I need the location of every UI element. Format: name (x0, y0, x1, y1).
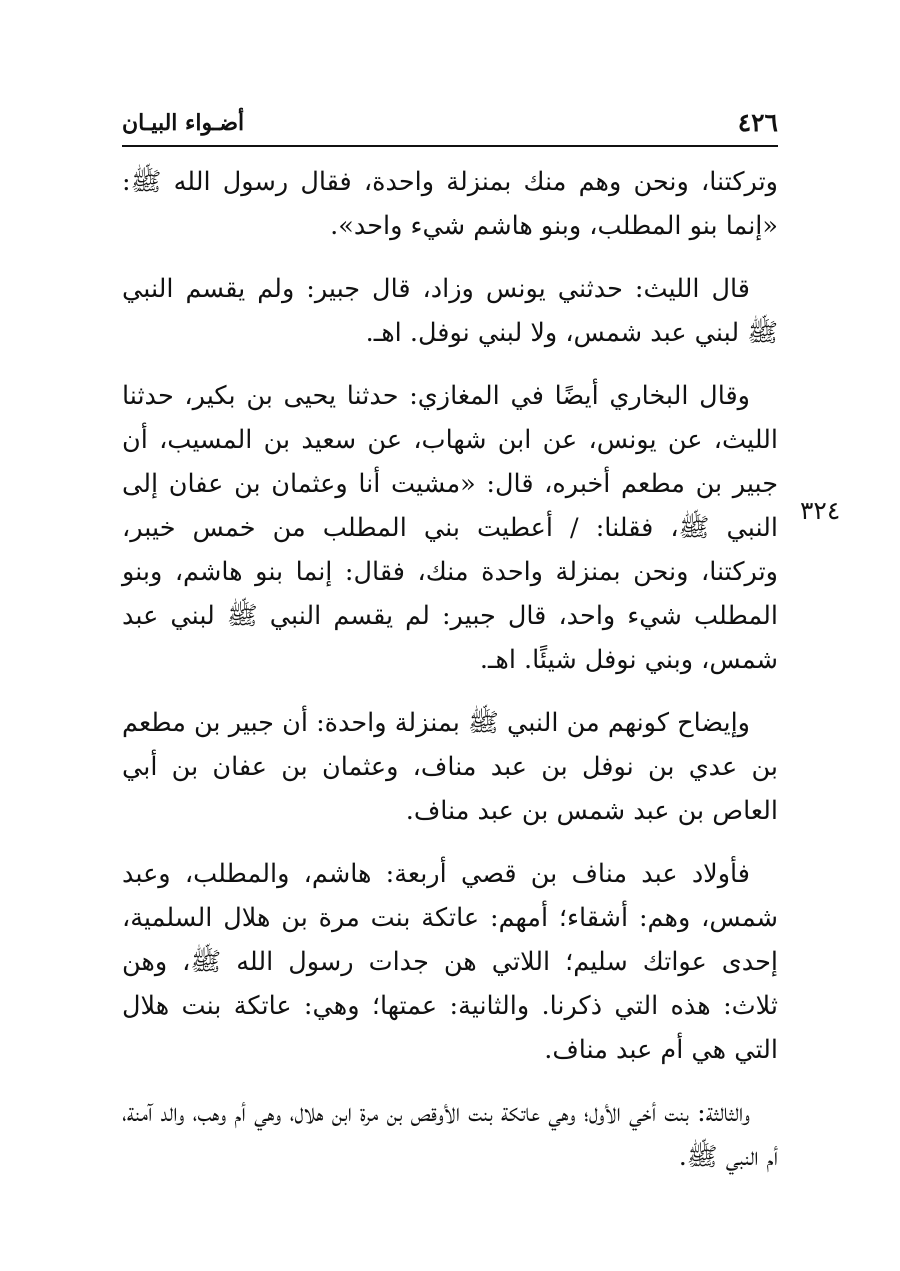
paragraph-6: والثالثة: بنت أخي الأول؛ وهي عاتكة بنت الأوقص بن مرة ابن هلال، وهي أم وهب، والد آمنة، أم النبي ﷺ. (122, 1098, 778, 1172)
paragraph-3: وقال البخاري أيضًا في المغازي: حدثنا يحيى بن بكير، حدثنا الليث، عن يونس، عن ابن شهاب، عن سعيد بن المسيب، أن جبير بن مطعم أخبره، قال: «مشيت أنا وعثمان بن عفان إلى النبي ﷺ، فقلنا: / أعطيت بني المطلب من خمس خيبر، وتركتنا، ونحن بمنزلة واحدة منك، فقال: إنما بنو هاشم، وبنو المطلب شيء واحد، قال جبير: لم يقسم النبي ﷺ لبني عبد شمس، وبني نوفل شيئًا. اهـ. (122, 381, 778, 675)
paragraph-2: قال الليث: حدثني يونس وزاد، قال جبير: ولم يقسم النبي ﷺ لبني عبد شمس، ولا لبني نوفل. اهـ. (122, 274, 778, 348)
paragraph-1: وتركتنا، ونحن وهم منك بمنزلة واحدة، فقال رسول الله ﷺ: «إنما بنو المطلب، وبنو هاشم شيء واحد». (122, 167, 778, 241)
main-text (122, 160, 778, 1198)
paragraph-5: فأولاد عبد مناف بن قصي أربعة: هاشم، والمطلب، وعبد شمس، وهم: أشقاء؛ أمهم: عاتكة بنت مرة بن هلال السلمية، إحدى عواتك سليم؛ اللاتي هن جدات رسول الله ﷺ، وهن ثلاث: هذه التي ذكرنا. والثانية: عمتها؛ وهي: عاتكة بنت هلال التي هي أم عبد مناف. (122, 859, 778, 1065)
page-number: ٤٢٦ (737, 108, 778, 137)
page-header (122, 104, 778, 144)
book-title: أضـواء البيـان (122, 110, 245, 136)
header-rule (122, 145, 778, 147)
margin-page-reference: ٣٢٤ (800, 496, 841, 525)
paragraph-4: وإيضاح كونهم من النبي ﷺ بمنزلة واحدة: أن جبير بن مطعم بن عدي بن نوفل بن عبد مناف، وعثمان بن عفان بن أبي العاص بن عبد شمس بن عبد مناف. (122, 708, 778, 826)
